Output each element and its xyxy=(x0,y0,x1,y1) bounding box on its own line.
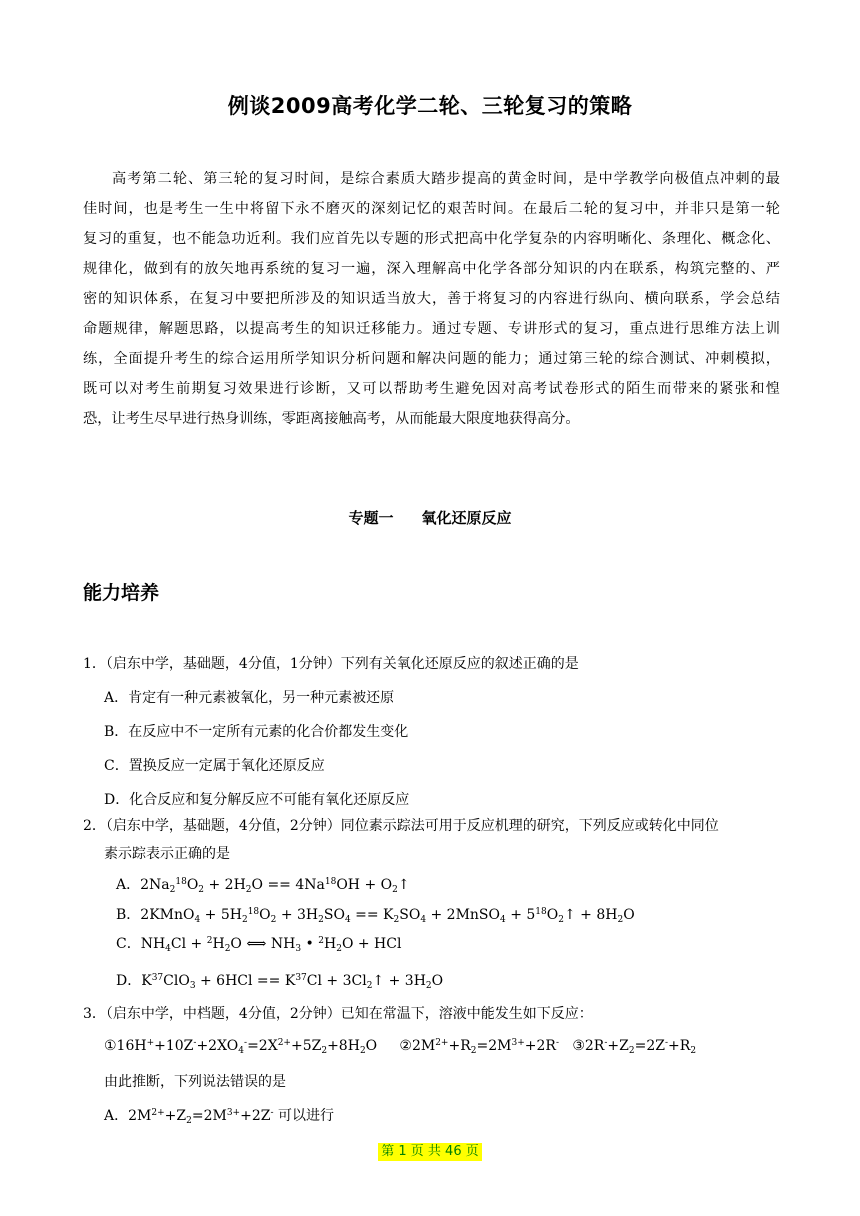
question-3-stem: 3．（启东中学，中档题，4分值，2分钟）已知在常温下，溶液中能发生如下反应： xyxy=(83,1006,593,1022)
question-3-option-a-tail: 可以进行 xyxy=(277,1108,334,1124)
question-2-stem-cont: 素示踪表示正确的是 xyxy=(104,846,230,862)
page-footer xyxy=(0,1140,860,1161)
intro-line: 既可以对考生前期复习效果进行诊断，又可以帮助考生避免因对高考试卷形式的陌生而带来的紧张和惶 xyxy=(83,381,780,397)
intro-line: 密的知识体系，在复习中要把所涉及的知识适当放大，善于将复习的内容进行纵向、横向联系，学会总结 xyxy=(83,291,780,307)
section-heading: 能力培养 xyxy=(83,582,160,604)
question-1-stem: 1．（启东中学，基础题，4分值，1分钟）下列有关氧化还原反应的叙述正确的是 xyxy=(83,656,579,672)
question-1-option-a: A．肯定有一种元素被氧化，另一种元素被还原 xyxy=(104,690,395,706)
question-2-option-a: A．$2Na_2^{18}O_2 + 2H_2O == 4Na^{18}OH$ + $O_2↑$ xyxy=(116,877,410,895)
intro-line: 恐，让考生尽早进行热身训练，零距离接触高考，从而能最大限度地获得高分。 xyxy=(83,411,580,427)
intro-paragraph xyxy=(83,164,780,434)
intro-line: 佳时间，也是考生一生中将留下永不磨灭的深刻记忆的艰苦时间。在最后二轮的复习中，并非只是第一轮 xyxy=(83,201,780,217)
intro-line: 高考第二轮、第三轮的复习时间，是综合素质大踏步提高的黄金时间，是中学教学向极值点冲刺的最 xyxy=(112,171,780,187)
page-number: 第 1 页 共 46 页 xyxy=(378,1143,481,1161)
topic-heading xyxy=(0,507,860,528)
topic-name: 氧化还原反应 xyxy=(421,509,512,527)
topic-label: 专题一 xyxy=(348,509,394,527)
question-2-option-d: D．$K^{37}ClO_3 + 6HCl == K^{37}Cl$ + $3Cl_2↑ + 3H_2O$ xyxy=(116,973,444,991)
question-2-option-b: B．2KMnO$_4$ + $5H_2^{18}O_2 + 3H_2SO_4 == K_2SO_4$ + 2MnSO$_4$ + $5^{18}O_2↑ + 8H_2O$ xyxy=(116,907,635,925)
question-2-option-c: C．$NH_4Cl + ^2H_2O$ ⟺ $NH_3$ • $^2H_2O$ + HCl xyxy=(116,936,402,954)
question-3-option-a: A．$2M^{2+}+Z_2=2M^{3+}+2Z^-$ 可以进行 xyxy=(104,1108,334,1126)
question-1-option-d: D．化合反应和复分解反应不可能有氧化还原反应 xyxy=(104,792,410,808)
question-1-option-b: B．在反应中不一定所有元素的化合价都发生变化 xyxy=(104,724,409,740)
page-title: 例谈2009高考化学二轮、三轮复习的策略 xyxy=(227,94,633,118)
question-1-option-c: C．置换反应一定属于氧化还原反应 xyxy=(104,758,325,774)
question-2-stem: 2．（启东中学，基础题，4分值，2分钟）同位素示踪法可用于反应机理的研究，下列反应或转化中同位 xyxy=(83,818,719,834)
question-3-inference: 由此推断，下列说法错误的是 xyxy=(104,1074,286,1090)
intro-line: 练，全面提升考生的综合运用所学知识分析问题和解决问题的能力；通过第三轮的综合测试、冲刺模拟， xyxy=(83,351,780,367)
question-3-equations: $①16H^++10Z^-+2XO_4^-=2X^{2+}+5Z_2+8H_2O$ $②2M^{2+}+R_2=2M^{3+}+2R^-$ $③2R^-+Z_2=2Z^-+R_2$ xyxy=(104,1038,697,1056)
intro-line: 规律化，做到有的放矢地再系统的复习一遍，深入理解高中化学各部分知识的内在联系，构筑完整的、严 xyxy=(83,261,780,277)
intro-line: 命题规律，解题思路，以提高考生的知识迁移能力。通过专题、专讲形式的复习，重点进行思维方法上训 xyxy=(83,321,780,337)
intro-line: 复习的重复，也不能急功近利。我们应首先以专题的形式把高中化学复杂的内容明晰化、条理化、概念化、 xyxy=(83,231,780,247)
